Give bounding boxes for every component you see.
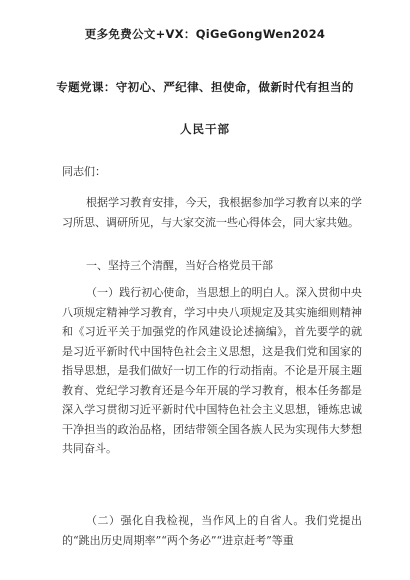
document-title-line-1: 专题党课：守初心、严纪律、担使命，做新时代有担当的	[56, 80, 354, 94]
section-heading: 一、坚持三个清醒，当好合格党员干部	[86, 259, 273, 272]
point-2-paragraph: （二）强化自我检视，当作风上的自省人。我们党提出的“跳出历史周期率”“两个务必”“进京赶考”等重	[62, 514, 362, 547]
greeting: 同志们：	[62, 165, 106, 178]
intro-paragraph: 根据学习教育安排，今天，我根据参加学习教育以来的学习所思、调研所见，与大家交流一些心得体会，同大家共勉。	[62, 196, 362, 229]
point-1-paragraph: （一）践行初心使命，当思想上的明白人。深入贯彻中央八项规定精神学习教育，学习中央八项规定及其实施细则精神和《习近平关于加强党的作风建设论述摘编》，首先要学的就是习近平新时代中国特色社会主义思想，这是我们党和国家的指导思想，是我们做好一切工作的行动指南。不论是开展主题教育、党纪学习教育还是今年开展的学习教育，根本任务都是深入学习贯彻习近平新时代中国特色社会主义思想，锤炼忠诚干净担当的政治品格，团结带领全国各族人民为实现伟大梦想共同奋斗。	[62, 286, 362, 455]
watermark-header: 更多免费公文+VX：QiGeGongWen2024	[84, 27, 326, 41]
document-title-line-2: 人民干部	[180, 122, 230, 136]
